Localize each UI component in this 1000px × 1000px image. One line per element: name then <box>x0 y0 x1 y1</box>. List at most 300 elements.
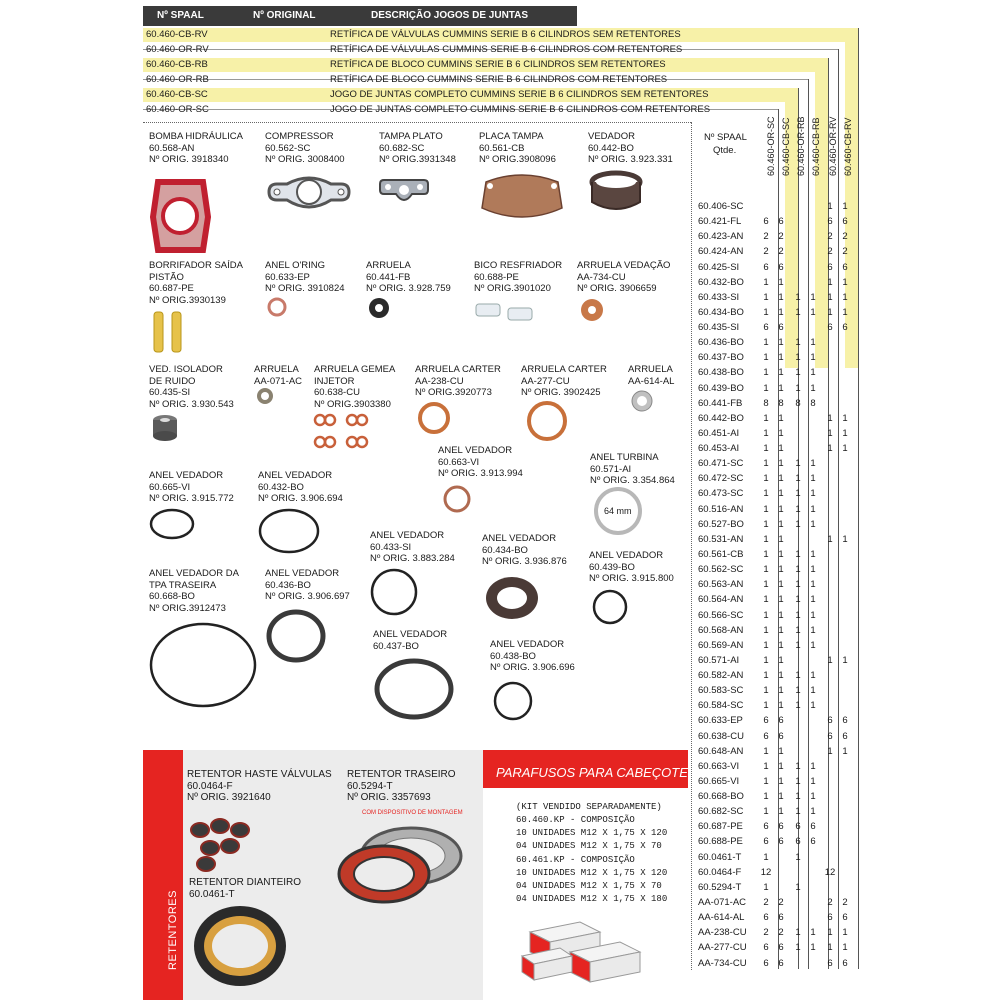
table-cell-qty: 1 <box>795 382 801 394</box>
table-cell-qty: 1 <box>763 533 769 545</box>
table-cell-qty: 1 <box>827 306 833 318</box>
table-cell-qty: 1 <box>763 473 769 485</box>
table-row-code: 60.0464-F <box>698 866 742 878</box>
arruela-071-image <box>254 386 276 406</box>
table-cell-qty: 1 <box>763 367 769 379</box>
table-cell-qty: 1 <box>795 609 801 621</box>
table-cell-qty: 1 <box>810 594 816 606</box>
table-cell-qty: 1 <box>778 564 784 576</box>
part-compressor: COMPRESSOR 60.562-SC Nº ORIG. 3008400 <box>265 131 345 165</box>
table-row-code: 60.531-AN <box>698 533 744 545</box>
table-cell-qty: 6 <box>827 216 833 228</box>
part-anel-438: ANEL VEDADOR 60.438-BO Nº ORIG. 3.906.696 <box>490 639 575 673</box>
table-cell-qty: 1 <box>763 564 769 576</box>
table-cell-qty: 6 <box>763 322 769 334</box>
table-cell-qty: 1 <box>763 745 769 757</box>
table-cell-qty: 1 <box>763 412 769 424</box>
table-cell-qty: 1 <box>778 473 784 485</box>
table-cell-qty: 1 <box>827 654 833 666</box>
table-cell-qty: 1 <box>795 367 801 379</box>
table-cell-qty: 1 <box>795 685 801 697</box>
bico-image <box>474 296 538 328</box>
table-cell-qty: 1 <box>827 443 833 455</box>
table-row-code: 60.566-SC <box>698 609 744 621</box>
table-cell-qty: 1 <box>778 458 784 470</box>
table-row-code: 60.688-PE <box>698 836 743 848</box>
column-line-cb-rv <box>858 28 859 969</box>
table-row-code: 60.472-SC <box>698 473 744 485</box>
anel-663-image <box>440 484 474 516</box>
table-cell-qty: 1 <box>842 201 848 212</box>
table-cell-qty: 1 <box>795 488 801 500</box>
part-anel-439: ANEL VEDADOR 60.439-BO Nº ORIG. 3.915.800 <box>589 550 674 584</box>
table-cell-qty: 6 <box>842 730 848 742</box>
part-bomba-hidraulica: BOMBA HIDRÁULICA 60.568-AN Nº ORIG. 3918340 <box>149 131 243 165</box>
table-cell-qty: 1 <box>763 624 769 636</box>
isolador-image <box>150 412 180 442</box>
table-cell-qty: 1 <box>810 548 816 560</box>
table-cell-qty: 1 <box>795 775 801 787</box>
table-cell-qty: 1 <box>827 942 833 954</box>
table-cell-qty: 12 <box>824 866 836 878</box>
table-cell-qty: 1 <box>827 533 833 545</box>
column-line-or-rv <box>838 49 839 969</box>
table-cell-qty: 1 <box>810 791 816 803</box>
table-cell-qty: 2 <box>778 231 784 243</box>
table-cell-qty: 1 <box>778 352 784 364</box>
table-cell-qty: 2 <box>842 896 848 908</box>
carter-238-image <box>416 400 452 436</box>
compressor-gasket-image <box>265 170 353 220</box>
anel-432-image <box>256 506 322 556</box>
column-head: 60.460-CB-SC <box>781 117 791 176</box>
table-cell-qty: 1 <box>763 775 769 787</box>
borrifador-image <box>150 310 190 355</box>
header-spaal: Nº SPAAL <box>157 10 204 21</box>
table-cell-qty: 1 <box>795 594 801 606</box>
table-head-qty: Qtde. <box>713 145 737 156</box>
table-row-code: AA-614-AL <box>698 912 745 924</box>
table-cell-qty: 6 <box>778 957 784 969</box>
table-row-code: AA-071-AC <box>698 896 747 908</box>
table-row-code: 60.434-BO <box>698 306 744 318</box>
table-cell-qty: 1 <box>778 791 784 803</box>
table-cell-qty: 1 <box>778 337 784 349</box>
table-cell-qty: 1 <box>778 670 784 682</box>
retentores-label: RETENTORES <box>167 890 179 970</box>
table-row-code: 60.423-AN <box>698 231 744 243</box>
table-cell-qty: 2 <box>763 246 769 258</box>
table-row-code: 60.562-SC <box>698 564 744 576</box>
table-cell-qty: 1 <box>795 760 801 772</box>
table-cell-qty: 1 <box>778 367 784 379</box>
table-cell-qty: 1 <box>763 670 769 682</box>
table-row-code: 60.648-AN <box>698 745 744 757</box>
part-anel-turbina: ANEL TURBINA 60.571-AI Nº ORIG. 3.354.864 <box>590 452 675 486</box>
table-row-code: 60.432-BO <box>698 276 744 288</box>
table-cell-qty: 6 <box>842 715 848 727</box>
header-descricao: DESCRIÇÃO JOGOS DE JUNTAS <box>371 10 529 21</box>
part-arruela-vedacao: ARRUELA VEDAÇÃO AA-734-CU Nº ORIG. 3906659 <box>577 260 671 294</box>
table-cell-qty: 1 <box>810 579 816 591</box>
table-cell-qty: 6 <box>778 836 784 848</box>
table-row-code: AA-277-CU <box>698 942 747 954</box>
part-arruela-carter-277: ARRUELA CARTER AA-277-CU Nº ORIG. 3902425 <box>521 364 607 398</box>
parafusos-line: 10 UNIDADES M12 X 1,75 X 120 <box>516 828 668 838</box>
table-row-code: 60.435-SI <box>698 322 740 334</box>
table-cell-qty: 1 <box>810 503 816 515</box>
table-row-code: 60.437-BO <box>698 352 744 364</box>
table-cell-qty: 1 <box>778 412 784 424</box>
table-row-code: 60.439-BO <box>698 382 744 394</box>
part-anel-oring: ANEL O'RING 60.633-EP Nº ORIG. 3910824 <box>265 260 345 294</box>
table-cell-qty: 6 <box>795 836 801 848</box>
table-cell-qty: 1 <box>795 942 801 954</box>
table-cell-qty: 1 <box>778 488 784 500</box>
table-cell-qty: 6 <box>778 216 784 228</box>
table-cell-qty: 1 <box>810 927 816 939</box>
table-cell-qty: 8 <box>763 397 769 409</box>
anel-438-image <box>489 680 537 722</box>
part-anel-668: ANEL VEDADOR DA TPA TRASEIRA 60.668-BO Nº ORIG.3912473 <box>149 568 239 614</box>
table-cell-qty: 1 <box>795 624 801 636</box>
table-row-code: 60.584-SC <box>698 700 744 712</box>
table-cell-qty: 2 <box>778 896 784 908</box>
table-cell-qty: 1 <box>810 609 816 621</box>
table-cell-qty: 1 <box>795 518 801 530</box>
parafusos-line: 04 UNIDADES M12 X 1,75 X 70 <box>516 841 662 851</box>
retentor-dianteiro: RETENTOR DIANTEIRO 60.0461-T <box>189 877 302 900</box>
table-cell-qty: 1 <box>795 458 801 470</box>
table-cell-qty: 1 <box>763 503 769 515</box>
table-cell-qty: 6 <box>795 821 801 833</box>
table-cell-qty: 1 <box>795 306 801 318</box>
table-cell-qty: 6 <box>763 821 769 833</box>
table-row-code: 60.563-AN <box>698 579 744 591</box>
table-cell-qty: 1 <box>778 685 784 697</box>
table-row-code: 60.433-SI <box>698 291 740 303</box>
table-cell-qty: 1 <box>827 927 833 939</box>
table-cell-qty: 2 <box>827 246 833 258</box>
part-vedador: VEDADOR 60.442-BO Nº ORIG. 3.923.331 <box>588 131 673 165</box>
table-cell-qty: 1 <box>778 533 784 545</box>
arruela-fb-image <box>366 296 392 320</box>
table-cell-qty: 6 <box>827 912 833 924</box>
table-cell-qty: 1 <box>778 579 784 591</box>
table-cell-qty: 1 <box>763 639 769 651</box>
part-anel-436: ANEL VEDADOR 60.436-BO Nº ORIG. 3.906.697 <box>265 568 350 602</box>
kit-table-header <box>143 6 577 26</box>
table-cell-qty: 1 <box>842 942 848 954</box>
table-row-code: 60.665-VI <box>698 775 740 787</box>
table-cell-qty: 6 <box>778 942 784 954</box>
table-cell-qty: 1 <box>763 382 769 394</box>
table-row-code: 60.571-AI <box>698 654 740 666</box>
table-cell-qty: 1 <box>842 533 848 545</box>
table-cell-qty: 1 <box>842 443 848 455</box>
anel-665-image <box>148 506 196 542</box>
table-cell-qty: 1 <box>827 291 833 303</box>
header-original: Nº ORIGINAL <box>253 10 316 21</box>
table-row-code: 60.424-AN <box>698 246 744 258</box>
retentor-traseiro-image <box>336 818 466 908</box>
table-cell-qty: 1 <box>763 352 769 364</box>
table-cell-qty: 2 <box>827 231 833 243</box>
table-cell-qty: 6 <box>842 912 848 924</box>
table-row-code: 60.668-BO <box>698 791 744 803</box>
table-cell-qty: 1 <box>810 306 816 318</box>
part-arruela-carter-238: ARRUELA CARTER AA-238-CU Nº ORIG.3920773 <box>415 364 501 398</box>
table-cell-qty: 1 <box>763 881 769 893</box>
table-cell-qty: 1 <box>810 942 816 954</box>
parafusos-title: PARAFUSOS PARA CABEÇOTE <box>496 765 688 780</box>
column-head: 60.460-OR-RB <box>796 116 806 176</box>
table-cell-qty: 1 <box>763 337 769 349</box>
table-cell-qty: 12 <box>760 866 772 878</box>
table-cell-qty: 1 <box>763 654 769 666</box>
table-row-code: 60.527-BO <box>698 518 744 530</box>
table-cell-qty: 1 <box>842 654 848 666</box>
arruela-gemea-image <box>312 412 374 456</box>
anel-437-image <box>373 656 455 722</box>
table-cell-qty: 2 <box>842 231 848 243</box>
table-cell-qty: 1 <box>763 458 769 470</box>
table-cell-qty: 6 <box>810 836 816 848</box>
table-row-code: 60.568-AN <box>698 624 744 636</box>
table-cell-qty: 1 <box>778 382 784 394</box>
table-cell-qty: 6 <box>763 715 769 727</box>
table-cell-qty: 6 <box>842 957 848 969</box>
tampa-gasket-image <box>378 170 430 208</box>
table-cell-qty: 1 <box>810 382 816 394</box>
table-cell-qty: 6 <box>827 322 833 334</box>
part-anel-437: ANEL VEDADOR 60.437-BO <box>373 629 448 652</box>
table-cell-qty: 1 <box>778 624 784 636</box>
table-cell-qty: 2 <box>763 896 769 908</box>
table-row-code: 60.453-AI <box>698 443 740 455</box>
table-cell-qty: 1 <box>795 564 801 576</box>
divider <box>143 122 691 123</box>
table-cell-qty: 1 <box>763 791 769 803</box>
table-cell-qty: 1 <box>778 609 784 621</box>
table-cell-qty: 6 <box>778 730 784 742</box>
retentor-haste-image <box>186 814 266 874</box>
table-cell-qty: 6 <box>763 836 769 848</box>
table-cell-qty: 1 <box>795 700 801 712</box>
table-cell-qty: 2 <box>778 927 784 939</box>
anel-433-image <box>368 568 420 616</box>
vedador-image <box>588 170 644 215</box>
table-cell-qty: 1 <box>778 503 784 515</box>
table-cell-qty: 1 <box>763 306 769 318</box>
anel-668-image <box>148 620 258 710</box>
column-head: 60.460-CB-RB <box>811 117 821 176</box>
table-cell-qty: 1 <box>763 685 769 697</box>
table-cell-qty: 1 <box>795 927 801 939</box>
table-row-code: 60.451-AI <box>698 427 740 439</box>
retentor-traseiro-note: COM DISPOSITIVO DE MONTAGEM <box>362 810 463 816</box>
table-cell-qty: 1 <box>795 503 801 515</box>
table-row-code: 60.638-CU <box>698 730 744 742</box>
table-row-code: 60.561-CB <box>698 548 744 560</box>
table-cell-qty: 1 <box>842 412 848 424</box>
table-cell-qty: 1 <box>810 337 816 349</box>
table-row-code: 60.663-VI <box>698 760 740 772</box>
table-cell-qty: 1 <box>810 367 816 379</box>
table-cell-qty: 1 <box>842 291 848 303</box>
table-cell-qty: 1 <box>810 760 816 772</box>
table-cell-qty: 1 <box>810 488 816 500</box>
column-head: 60.460-OR-SC <box>766 116 776 176</box>
table-cell-qty: 1 <box>795 881 801 893</box>
parafusos-line: (KIT VENDIDO SEPARADAMENTE) <box>516 802 662 812</box>
table-cell-qty: 1 <box>763 548 769 560</box>
table-cell-qty: 2 <box>763 927 769 939</box>
table-cell-qty: 2 <box>763 231 769 243</box>
parafusos-line: 04 UNIDADES M12 X 1,75 X 180 <box>516 894 668 904</box>
table-row-code: 60.425-SI <box>698 261 740 273</box>
table-cell-qty: 1 <box>842 306 848 318</box>
table-cell-qty: 1 <box>778 548 784 560</box>
retentor-haste: RETENTOR HASTE VÁLVULAS 60.0464-F Nº ORIG. 3921640 <box>187 769 332 803</box>
table-cell-qty: 1 <box>842 927 848 939</box>
table-row-code: 60.516-AN <box>698 503 744 515</box>
table-cell-qty: 1 <box>810 624 816 636</box>
table-row-code: 60.569-AN <box>698 639 744 651</box>
table-cell-qty: 1 <box>795 639 801 651</box>
table-cell-qty: 1 <box>795 579 801 591</box>
part-arruela-fb: ARRUELA 60.441-FB Nº ORIG. 3.928.759 <box>366 260 451 294</box>
part-tampa-plato: TAMPA PLATO 60.682-SC Nº ORIG.3931348 <box>379 131 456 165</box>
anel-434-image <box>482 572 542 624</box>
turbina-size-label: 64 mm <box>604 506 632 516</box>
part-arruela-071: ARRUELA AA-071-AC <box>254 364 303 387</box>
retentor-traseiro: RETENTOR TRASEIRO 60.5294-T Nº ORIG. 3357693 <box>347 769 456 803</box>
table-cell-qty: 1 <box>810 670 816 682</box>
table-cell-qty: 1 <box>763 579 769 591</box>
table-cell-qty: 6 <box>827 730 833 742</box>
part-anel-663: ANEL VEDADOR 60.663-VI Nº ORIG. 3.913.994 <box>438 445 523 479</box>
table-cell-qty: 1 <box>827 412 833 424</box>
table-cell-qty: 1 <box>795 352 801 364</box>
table-cell-qty: 1 <box>763 609 769 621</box>
parafusos-boxes-image <box>520 912 648 988</box>
table-row-code: 60.473-SC <box>698 488 744 500</box>
part-isolador: VED. ISOLADOR DE RUIDO 60.435-SI Nº ORIG. 3.930.543 <box>149 364 234 410</box>
table-row-code: 60.0461-T <box>698 851 742 863</box>
table-cell-qty: 1 <box>795 473 801 485</box>
table-cell-qty: 1 <box>763 700 769 712</box>
table-cell-qty: 1 <box>810 806 816 818</box>
column-head: 60.460-CB-RV <box>843 117 853 176</box>
table-cell-qty: 1 <box>778 639 784 651</box>
table-cell-qty: 1 <box>842 427 848 439</box>
table-cell-qty: 1 <box>827 201 833 212</box>
table-cell-qty: 1 <box>778 306 784 318</box>
table-cell-qty: 1 <box>810 458 816 470</box>
table-cell-qty: 1 <box>810 352 816 364</box>
table-cell-qty: 1 <box>827 427 833 439</box>
table-cell-qty: 1 <box>778 276 784 288</box>
table-cell-qty: 1 <box>810 473 816 485</box>
table-row-code: 60.633-EP <box>698 715 743 727</box>
table-row-code: 60.471-SC <box>698 458 744 470</box>
parafusos-line: 60.461.KP - COMPOSIÇÃO <box>516 855 635 865</box>
table-cell-qty: 1 <box>795 291 801 303</box>
table-row-code: 60.436-BO <box>698 337 744 349</box>
table-cell-qty: 1 <box>842 276 848 288</box>
table-cell-qty: 2 <box>778 246 784 258</box>
part-arruela-614: ARRUELA AA-614-AL <box>628 364 675 387</box>
parafusos-line: 10 UNIDADES M12 X 1,75 X 120 <box>516 868 668 878</box>
table-cell-qty: 1 <box>810 685 816 697</box>
table-row-code: 60.583-SC <box>698 685 744 697</box>
retentor-dianteiro-image <box>190 902 290 992</box>
table-cell-qty: 6 <box>827 957 833 969</box>
table-cell-qty: 1 <box>778 745 784 757</box>
divider-vertical <box>691 122 693 970</box>
table-cell-qty: 1 <box>795 337 801 349</box>
anel-436-image <box>265 608 327 664</box>
table-cell-qty: 6 <box>778 715 784 727</box>
part-anel-432: ANEL VEDADOR 60.432-BO Nº ORIG. 3.906.694 <box>258 470 343 504</box>
table-row-code: 60.682-SC <box>698 806 744 818</box>
table-cell-qty: 1 <box>778 443 784 455</box>
table-cell-qty: 6 <box>778 322 784 334</box>
table-cell-qty: 1 <box>795 791 801 803</box>
table-row-code: 60.5294-T <box>698 881 742 893</box>
table-cell-qty: 1 <box>763 760 769 772</box>
table-cell-qty: 6 <box>842 261 848 273</box>
table-cell-qty: 1 <box>795 851 801 863</box>
table-cell-qty: 6 <box>810 821 816 833</box>
parafusos-line: 60.460.KP - COMPOSIÇÃO <box>516 815 635 825</box>
part-anel-434: ANEL VEDADOR 60.434-BO Nº ORIG. 3.936.876 <box>482 533 567 567</box>
column-head: 60.460-OR-RV <box>828 116 838 176</box>
table-row-code: 60.441-FB <box>698 397 743 409</box>
table-cell-qty: 1 <box>827 745 833 757</box>
table-cell-qty: 6 <box>763 261 769 273</box>
part-placa-tampa: PLACA TAMPA 60.561-CB Nº ORIG.3908096 <box>479 131 556 165</box>
table-cell-qty: 1 <box>795 670 801 682</box>
table-cell-qty: 1 <box>827 276 833 288</box>
table-cell-qty: 1 <box>810 775 816 787</box>
table-cell-qty: 1 <box>795 806 801 818</box>
table-cell-qty: 1 <box>778 760 784 772</box>
table-cell-qty: 1 <box>763 518 769 530</box>
table-cell-qty: 1 <box>763 806 769 818</box>
bomba-gasket-image <box>148 172 213 257</box>
part-anel-433: ANEL VEDADOR 60.433-SI Nº ORIG. 3.883.284 <box>370 530 455 564</box>
table-row-code: 60.442-BO <box>698 412 744 424</box>
table-cell-qty: 1 <box>810 639 816 651</box>
carter-277-image <box>522 400 572 442</box>
table-cell-qty: 1 <box>778 291 784 303</box>
table-cell-qty: 1 <box>763 276 769 288</box>
parafusos-line: 04 UNIDADES M12 X 1,75 X 70 <box>516 881 662 891</box>
table-row-code: 60.406-SC <box>698 201 744 212</box>
table-cell-qty: 1 <box>778 775 784 787</box>
table-cell-qty: 6 <box>763 216 769 228</box>
table-cell-qty: 1 <box>810 518 816 530</box>
table-cell-qty: 8 <box>795 397 801 409</box>
table-cell-qty: 1 <box>778 806 784 818</box>
table-cell-qty: 1 <box>763 488 769 500</box>
table-cell-qty: 6 <box>778 912 784 924</box>
table-row-code: AA-238-CU <box>698 927 747 939</box>
table-cell-qty: 1 <box>778 427 784 439</box>
table-cell-qty: 1 <box>778 700 784 712</box>
